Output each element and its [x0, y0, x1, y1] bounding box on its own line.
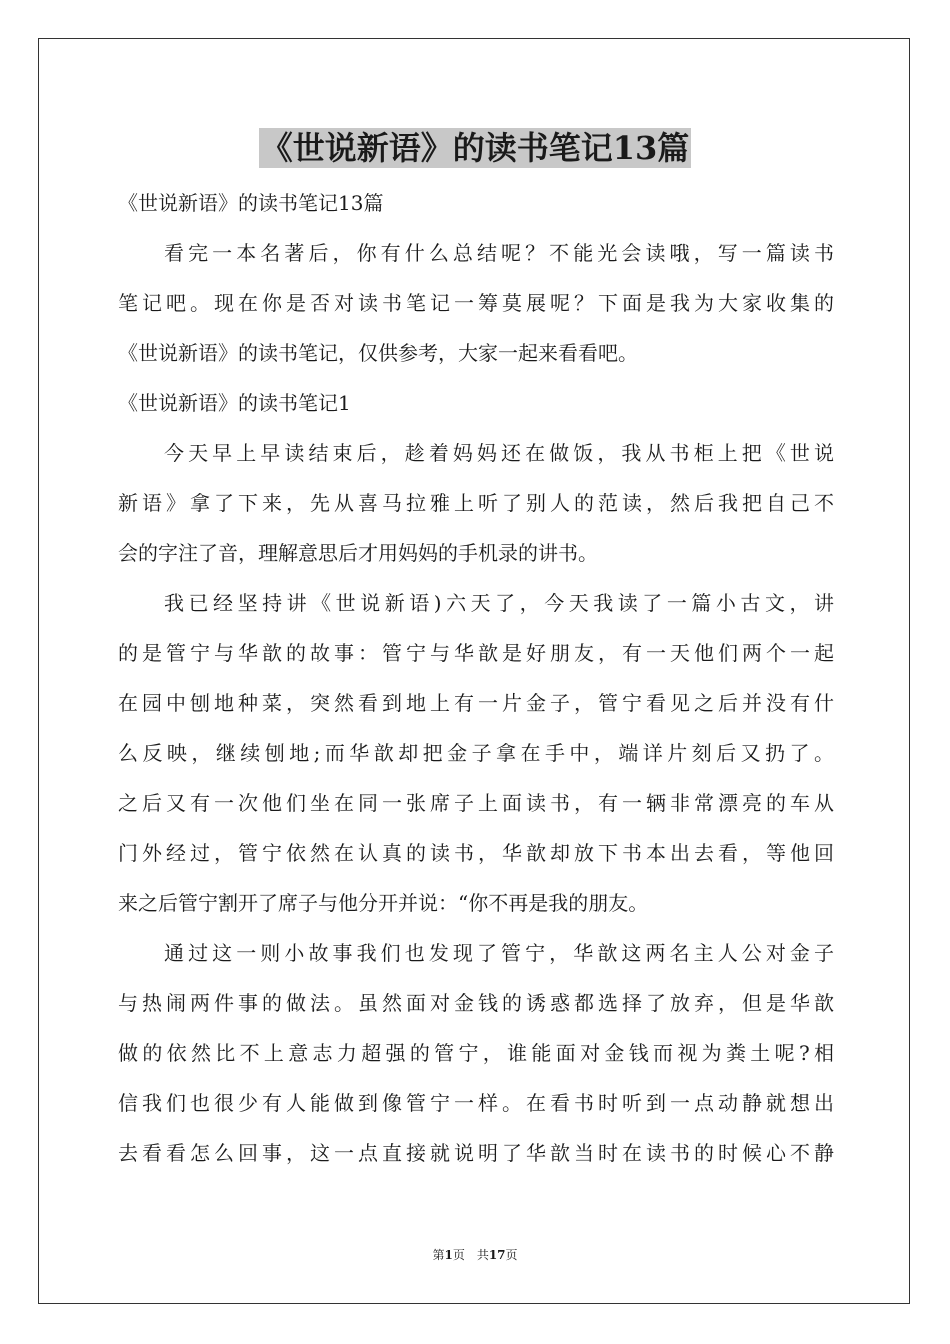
document-body — [118, 178, 834, 1178]
body-line: 《世说新语》的读书笔记，仅供参考，大家一起来看看吧。 — [118, 341, 638, 365]
total-pages: 17 — [488, 1248, 506, 1262]
body-line: 新语》拿了下来，先从喜马拉雅上听了别人的范读，然后我把自己不 — [118, 491, 834, 515]
body-line: 今天早上早读结束后，趁着妈妈还在做饭，我从书柜上把《世说 — [164, 441, 834, 465]
body-line: 的是管宁与华歆的故事：管宁与华歆是好朋友，有一天他们两个一起 — [118, 641, 834, 665]
body-line: 会的字注了音，理解意思后才用妈妈的手机录的讲书。 — [118, 541, 598, 565]
body-line: 信我们也很少有人能做到像管宁一样。在看书时听到一点动静就想出 — [118, 1091, 834, 1115]
footer-suffix: 页 — [505, 1248, 518, 1262]
body-line: 门外经过，管宁依然在认真的读书，华歆却放下书本出去看，等他回 — [118, 841, 834, 865]
body-line: 我已经坚持讲《世说新语)六天了，今天我读了一篇小古文，讲 — [164, 591, 834, 615]
section-heading: 《世说新语》的读书笔记1 — [118, 391, 351, 415]
body-line: 做的依然比不上意志力超强的管宁，谁能面对金钱而视为粪土呢?相 — [118, 1041, 834, 1065]
body-line: 之后又有一次他们坐在同一张席子上面读书，有一辆非常漂亮的车从 — [118, 791, 834, 815]
body-line: 么反映，继续刨地;而华歆却把金子拿在手中，端详片刻后又扔了。 — [118, 741, 834, 765]
body-line: 笔记吧。现在你是否对读书笔记一筹莫展呢？下面是我为大家收集的 — [118, 291, 834, 315]
body-line: 通过这一则小故事我们也发现了管宁，华歆这两名主人公对金子 — [164, 941, 834, 965]
body-line: 去看看怎么回事，这一点直接就说明了华歆当时在读书的时候心不静 — [118, 1141, 834, 1165]
document-title: 《世说新语》的读书笔记13篇 — [260, 129, 690, 167]
footer-middle: 页 共 — [452, 1248, 489, 1262]
body-line: 在园中刨地种菜，突然看到地上有一片金子，管宁看见之后并没有什 — [118, 691, 834, 715]
body-line: 与热闹两件事的做法。虽然面对金钱的诱惑都选择了放弃，但是华歆 — [118, 991, 834, 1015]
page-number: 1 — [444, 1248, 453, 1262]
footer-prefix: 第 — [432, 1248, 445, 1262]
title-block — [0, 128, 950, 168]
body-line: 看完一本名著后，你有什么总结呢？不能光会读哦，写一篇读书 — [164, 241, 834, 265]
body-line: 来之后管宁割开了席子与他分开并说：“你不再是我的朋友。 — [118, 891, 649, 915]
subtitle-line: 《世说新语》的读书笔记13篇 — [118, 191, 384, 215]
page-footer — [0, 1247, 950, 1263]
